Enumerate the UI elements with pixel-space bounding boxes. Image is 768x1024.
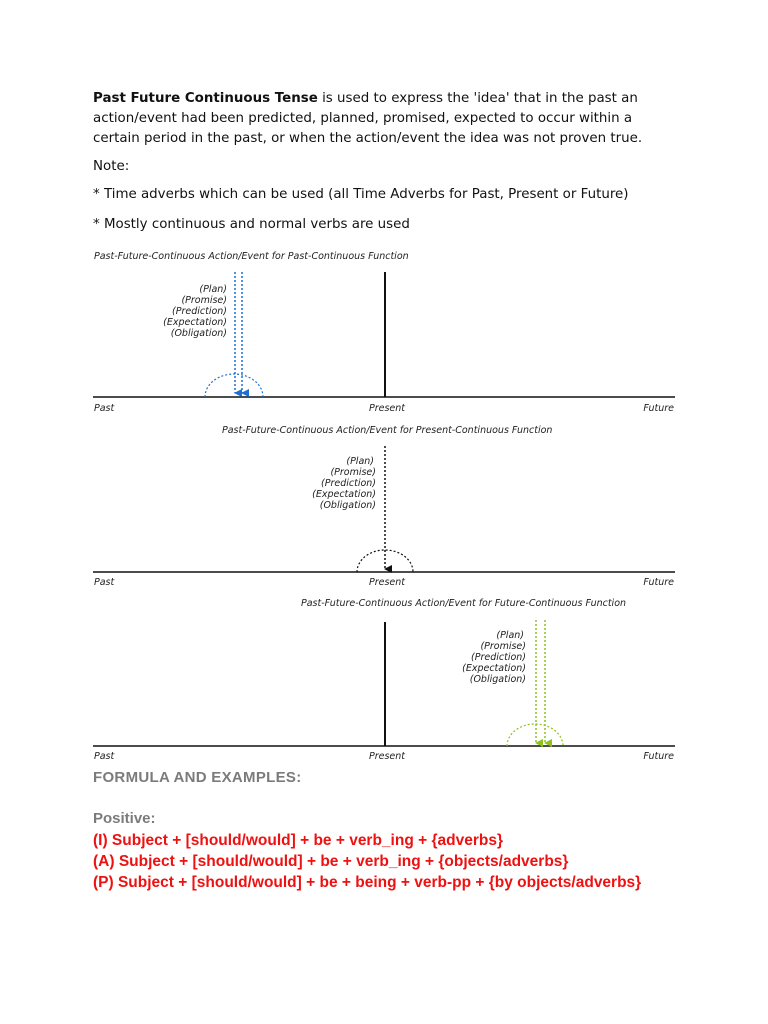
axis-label-past: Past (94, 751, 115, 762)
label-expectation: (Expectation) (462, 663, 526, 674)
label-plan: (Plan) (496, 630, 524, 641)
axis-label-future: Future (643, 577, 674, 588)
timeline-diagram-present (0, 419, 768, 591)
label-expectation: (Expectation) (163, 317, 227, 328)
label-prediction: (Prediction) (172, 306, 227, 317)
axis-label-future: Future (643, 751, 674, 762)
axis-label-past: Past (94, 403, 115, 414)
label-promise: (Promise) (181, 295, 227, 306)
diagram-title: Past-Future-Continuous Action/Event for Future-Continuous Function (301, 598, 627, 609)
label-promise: (Promise) (480, 641, 526, 652)
function-arc (507, 724, 563, 746)
label-obligation: (Obligation) (469, 674, 526, 685)
positive-heading: Positive: (93, 810, 156, 827)
axis-label-past: Past (94, 577, 115, 588)
axis-label-present: Present (368, 403, 406, 414)
bullet-time-adverbs: * Time adverbs which can be used (all Time Adverbs for Past, Present or Future) (93, 187, 629, 202)
label-obligation: (Obligation) (170, 328, 227, 339)
label-promise: (Promise) (330, 467, 376, 478)
intro-paragraph (93, 89, 673, 149)
formula-active: (A) Subject + [should/would] + be + verb_ing + {objects/adverbs} (93, 853, 569, 870)
axis-label-future: Future (643, 403, 674, 414)
function-arc (205, 374, 263, 397)
formula-heading: FORMULA AND EXAMPLES: (93, 769, 302, 786)
diagram-title: Past-Future-Continuous Action/Event for Past-Continuous Function (94, 251, 409, 262)
label-expectation: (Expectation) (312, 489, 376, 500)
intro-text: is used to express the 'idea' that in the past an action/event had been predicted, planned, promised, expected to occur within a certain period in the past, or when the action/event the idea was not proven true. (93, 91, 643, 146)
function-arc (357, 550, 413, 572)
formula-passive: (P) Subject + [should/would] + be + being + verb-pp + {by objects/adverbs} (93, 874, 642, 891)
tense-term: Past Future Continuous Tense (93, 91, 318, 106)
bullet-verbs: * Mostly continuous and normal verbs are used (93, 217, 410, 232)
label-obligation: (Obligation) (319, 500, 376, 511)
note-label: Note: (93, 159, 130, 174)
axis-label-present: Present (368, 751, 406, 762)
timeline-diagram-future (0, 593, 768, 765)
label-plan: (Plan) (199, 284, 227, 295)
timeline-diagram-past (0, 245, 768, 417)
axis-label-present: Present (368, 577, 406, 588)
label-prediction: (Prediction) (321, 478, 376, 489)
label-prediction: (Prediction) (471, 652, 526, 663)
formula-intransitive: (I) Subject + [should/would] + be + verb_ing + {adverbs} (93, 832, 503, 849)
diagram-title: Past-Future-Continuous Action/Event for Present-Continuous Function (222, 425, 553, 436)
label-plan: (Plan) (346, 456, 374, 467)
